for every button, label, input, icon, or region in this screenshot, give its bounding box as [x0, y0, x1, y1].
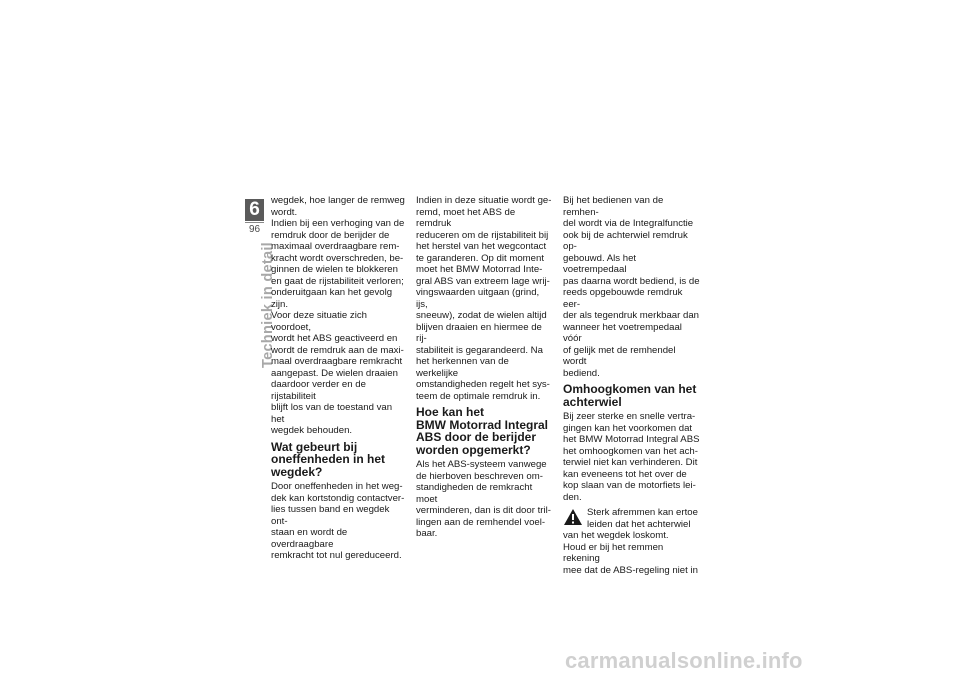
warning-text-line: leiden dat het achterwiel: [587, 518, 691, 530]
paragraph: Bij zeer sterke en snelle vertra- gingen kan het voorkomen dat het BMW Motorrad Integral ABS het omhoogkomen van het ach- terwiel niet kan verhinderen. Dit kan eveneens tot het over de kop slaan van de motorfiets lei- den.: [563, 411, 700, 503]
chapter-number-badge: 6: [245, 199, 264, 221]
paragraph: Bij het bedienen van de remhen- del wordt via de Integralfunctie ook bij de achterwiel remdruk op- gebouwd. Als het voetrempedaal pas daarna wordt bediend, is de reeds opgebouwde remdruk eer- der als tegendruk merkbaar dan wanneer het voetrempedaal vóór of gelijk met de remhendel wordt bediend.: [563, 195, 700, 379]
paragraph-line: Houd er bij het remmen rekening: [563, 541, 664, 564]
page-number: 96: [248, 224, 261, 235]
warning-text-line: Sterk afremmen kan ertoe: [587, 507, 698, 518]
warning-triangle-icon: [563, 508, 583, 526]
paragraph-line: mee dat de ABS-regeling niet in: [563, 564, 698, 576]
paragraph: Als het ABS-systeem vanwege de hierboven beschreven om- standigheden de remkracht moet verminderen, dan is dit door tril- lingen aan de remhendel voel- baar.: [416, 459, 551, 539]
chapter-side-label: Techniek in detail: [260, 242, 276, 368]
text-column-2: [416, 195, 553, 540]
paragraph: Indien in deze situatie wordt ge- remd, moet het ABS de remdruk reduceren om de rijstabiliteit bij het herstel van het wegcontact te garanderen. Op dit moment moet het BMW Motorrad Inte- gral ABS van extreem lage wrij- vingswaarden uitgaan (grind, ijs, sneeuw), zodat de wielen altijd blijven draaien en hiermee de rij- stabiliteit is gegarandeerd. Na het herkennen van de werkelijke omstandigheden regelt het sys- teem de optimale remdruk in.: [416, 195, 552, 402]
watermark-text: carmanualsonline.info: [565, 648, 803, 673]
section-heading: Omhoogkomen van het achterwiel: [563, 382, 697, 409]
text-column-1: [271, 195, 408, 562]
paragraph: wegdek, hoe langer de remweg wordt. Indien bij een verhoging van de remdruk door de berijder de maximaal overdraagbare rem- kracht wordt overschreden, be- ginnen de wielen te blokkeren en gaat de rijstabiliteit verloren; onderuitgaan kan het gevolg zijn. Voor deze situatie zich voordoet, wordt het ABS geactiveerd en wordt de remdruk aan de maxi- maal overdraagbare remkracht aangepast. De wielen draaien daardoor verder en de rijstabiliteit blijft los van de toestand van het wegdek behouden.: [271, 195, 405, 436]
section-heading: Wat gebeurt bij oneffenheden in het wegdek?: [271, 439, 385, 479]
paragraph: Door oneffenheden in het weg- dek kan kortstondig contactver- lies tussen band en wegdek ont- staan en wordt de overdraagbare remkracht tot nul gereduceerd.: [271, 481, 405, 561]
section-heading: Hoe kan het BMW Motorrad Integral ABS door de berijder worden opgemerkt?: [416, 405, 548, 457]
page-number-divider: [245, 222, 264, 223]
text-column-3: [563, 195, 700, 576]
warning-note: [563, 507, 700, 576]
warning-text-line: van het wegdek loskomt.: [563, 530, 669, 541]
